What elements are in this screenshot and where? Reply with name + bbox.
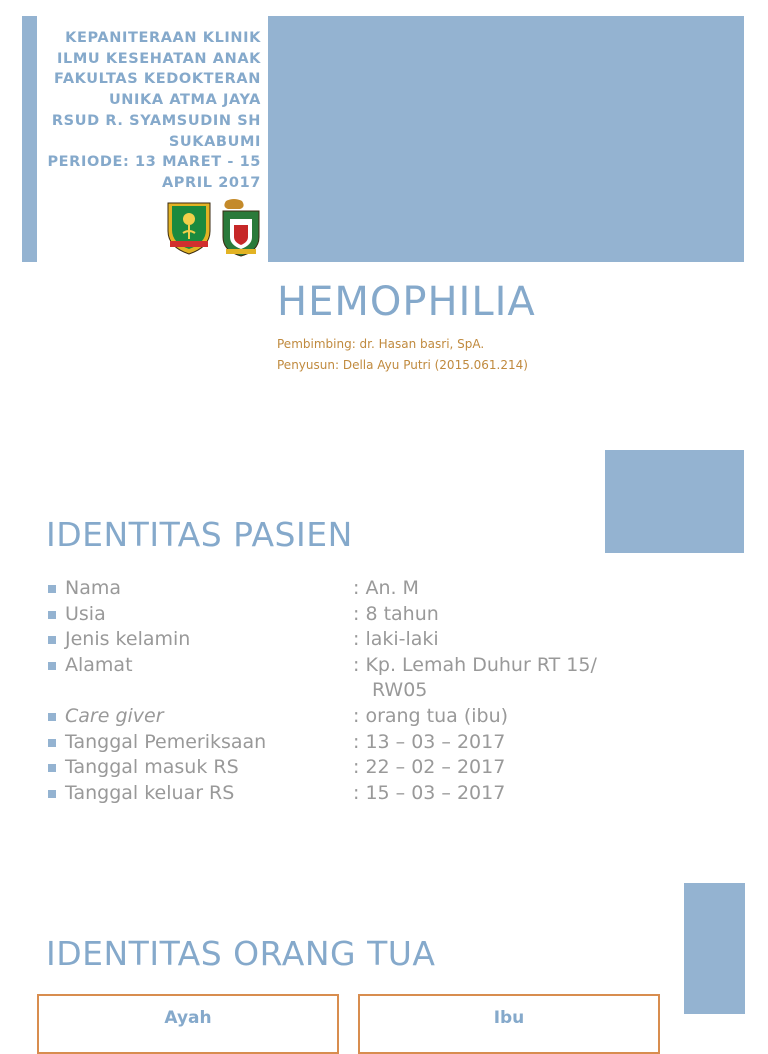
square-bullet-icon xyxy=(48,790,56,798)
field-label: Tanggal keluar RS xyxy=(65,781,235,804)
field-label: Jenis kelamin xyxy=(65,628,191,651)
father-box-label: Ayah xyxy=(164,1008,212,1028)
header-line: APRIL 2017 xyxy=(161,174,261,191)
field-value-continued: RW05 xyxy=(372,679,428,702)
square-bullet-icon xyxy=(48,739,56,747)
field-value: : 8 tahun xyxy=(353,602,439,625)
patient-identity-list xyxy=(46,577,646,807)
author-line: Penyusun: Della Ayu Putri (2015.061.214) xyxy=(277,358,528,372)
square-bullet-icon xyxy=(48,713,56,721)
list-item xyxy=(46,782,646,808)
header-line: SUKABUMI xyxy=(168,133,261,150)
field-value: : laki-laki xyxy=(353,628,439,651)
square-bullet-icon xyxy=(48,585,56,593)
square-bullet-icon xyxy=(48,611,56,619)
field-label: Alamat xyxy=(65,653,133,676)
header-line: ILMU KESEHATAN ANAK xyxy=(57,50,261,67)
atma-jaya-university-emblem xyxy=(223,199,259,256)
list-item xyxy=(46,628,646,654)
field-label: Care giver xyxy=(65,704,164,727)
header-line: RSUD R. SYAMSUDIN SH xyxy=(51,112,261,129)
field-label: Usia xyxy=(65,602,106,625)
patient-identity-title: IDENTITAS PASIEN xyxy=(46,515,353,554)
field-value: : Kp. Lemah Duhur RT 15/ xyxy=(353,653,597,676)
header-line: PERIODE: 13 MARET - 15 xyxy=(47,154,261,171)
slide1-institution-header xyxy=(31,28,261,194)
field-label: Tanggal masuk RS xyxy=(65,756,239,779)
square-bullet-icon xyxy=(48,764,56,772)
slide1-logos xyxy=(164,197,262,257)
list-item xyxy=(46,577,646,603)
field-value: : 15 – 03 – 2017 xyxy=(353,781,506,804)
list-item xyxy=(46,603,646,629)
supervisor-line: Pembimbing: dr. Hasan basri, SpA. xyxy=(277,337,485,351)
list-item xyxy=(46,705,646,731)
presentation-title: HEMOPHILIA xyxy=(277,279,536,325)
slide1-accent-block xyxy=(268,16,744,262)
field-value: : orang tua (ibu) xyxy=(353,704,509,727)
field-label: Nama xyxy=(65,577,122,599)
field-label: Tanggal Pemeriksaan xyxy=(65,730,267,753)
father-box xyxy=(37,994,339,1054)
header-line: UNIKA ATMA JAYA xyxy=(108,92,261,109)
list-item xyxy=(46,654,646,705)
mother-box-label: Ibu xyxy=(493,1008,525,1028)
mother-box xyxy=(358,994,660,1054)
list-item xyxy=(46,756,646,782)
slide3-accent-block xyxy=(684,883,745,1014)
square-bullet-icon xyxy=(48,662,56,670)
square-bullet-icon xyxy=(48,636,56,644)
sukabumi-city-emblem xyxy=(168,203,210,254)
field-value: : 22 – 02 – 2017 xyxy=(353,756,506,779)
slide2-accent-block xyxy=(605,450,744,553)
field-value: : An. M xyxy=(353,577,419,599)
parents-identity-title: IDENTITAS ORANG TUA xyxy=(46,934,436,973)
list-item xyxy=(46,731,646,757)
header-line: FAKULTAS KEDOKTERAN xyxy=(54,71,261,88)
header-line: KEPANITERAAN KLINIK xyxy=(65,30,261,46)
field-value: : 13 – 03 – 2017 xyxy=(353,730,506,753)
